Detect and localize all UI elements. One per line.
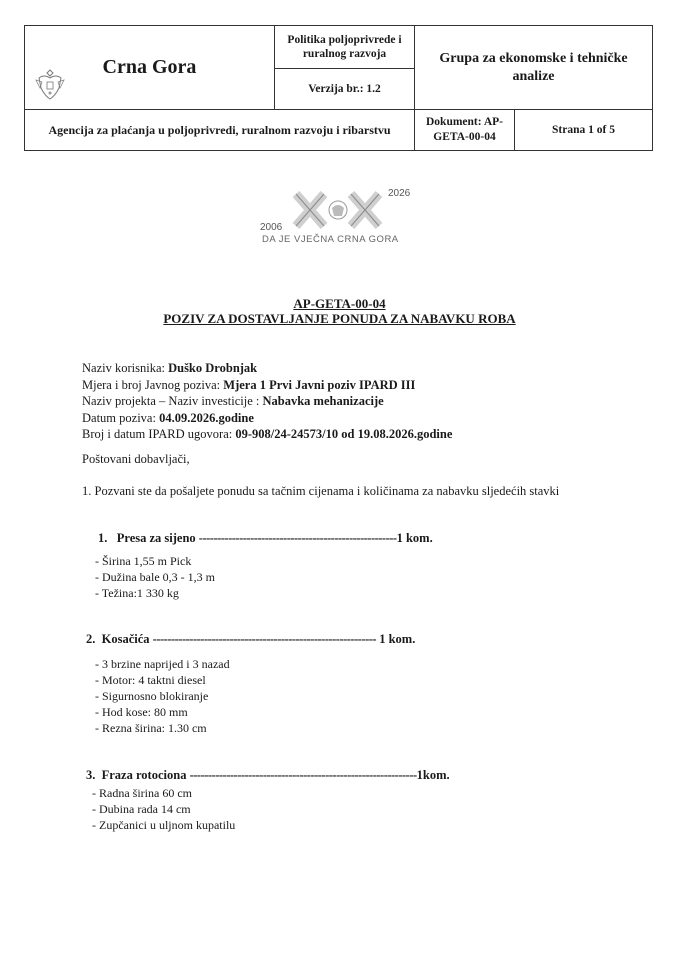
document-code: AP-GETA-00-04 (293, 296, 386, 311)
item-number: 2. (86, 632, 96, 646)
item-name: Fraza rotociona (101, 768, 187, 782)
spec-item: - Širina 1,55 m Pick (95, 553, 215, 569)
item-quantity: 1 kom. (396, 531, 433, 545)
header-group: Grupa za ekonomske i tehničke analize (415, 26, 653, 110)
item-specs-list (95, 656, 230, 736)
spec-item: - Hod kose: 80 mm (95, 704, 230, 720)
header-version: Verzija br.: 1.2 (275, 69, 415, 110)
info-measure-label: Mjera i broj Javnog poziva: (82, 377, 221, 392)
item-quantity: 1 kom. (379, 632, 416, 646)
header-org-cell (25, 26, 275, 110)
item-quantity: 1kom. (416, 768, 450, 782)
item-dashes: ------------------------------------------------------ (198, 531, 397, 545)
spec-item: - Rezna širina: 1.30 cm (95, 720, 230, 736)
info-user-value: Duško Drobnjak (168, 361, 258, 375)
info-contract-label: Broj i datum IPARD ugovora: (82, 427, 233, 441)
header-table (24, 25, 653, 151)
coat-of-arms-icon (35, 66, 65, 102)
item-heading (86, 632, 415, 647)
header-page: Strana 1 of 5 (515, 110, 653, 151)
spec-item: - Radna širina 60 cm (92, 785, 235, 801)
spec-item: - 3 brzine naprijed i 3 nazad (95, 656, 230, 672)
item-heading (98, 531, 433, 546)
intro-paragraph: 1. Pozvani ste da pošaljete ponudu sa tačnim cijenama i količinama za nabavku sljedećih stavki (82, 484, 560, 498)
logo-year-right: 2026 (388, 188, 411, 199)
spec-item: - Dubina rada 14 cm (92, 801, 235, 817)
info-date-label: Datum poziva: (82, 410, 156, 425)
header-policy: Politika poljoprivrede i ruralnog razvoja (275, 26, 415, 69)
header-document: Dokument: AP-GETA-00-04 (415, 110, 515, 151)
header-agency: Agencija za plaćanja u poljoprivredi, ruralnom razvoju i ribarstvu (25, 110, 415, 151)
item-heading (86, 768, 450, 783)
spec-item: - Dužina bale 0,3 - 1,3 m (95, 569, 215, 585)
item-number: 3. (86, 768, 96, 782)
jubilee-logo (256, 186, 426, 246)
spec-item: - Težina:1 330 kg (95, 585, 215, 601)
item-specs-list (95, 553, 215, 601)
spec-item: - Motor: 4 taktni diesel (95, 672, 230, 688)
info-measure-value: Mjera 1 Prvi Javni poziv IPARD III (223, 377, 416, 392)
spec-item: - Zupčanici u uljnom kupatilu (92, 817, 235, 833)
info-user-label: Naziv korisnika: (82, 361, 165, 375)
item-specs-list (92, 785, 235, 833)
info-project-value: Nabavka mehanizacije (262, 394, 384, 408)
item-name: Kosačića (101, 632, 150, 646)
greeting: Poštovani dobavljači, (82, 452, 190, 466)
logo-motto: DA JE VJEČNA CRNA GORA (262, 234, 399, 245)
item-dashes: -------------------------------------------------------------- (189, 768, 417, 782)
info-project-label: Naziv projekta – Naziv investicije : (82, 394, 260, 408)
item-number: 1. (98, 531, 108, 545)
info-date-value: 04.09.2026.godine (159, 410, 254, 425)
logo-year-left: 2006 (260, 222, 283, 233)
header-org-name: Crna Gora (102, 56, 197, 78)
info-block (82, 360, 452, 443)
item-dashes: ------------------------------------------------------------- (152, 632, 377, 646)
document-title: POZIV ZA DOSTAVLJANJE PONUDA ZA NABAVKU ROBA (163, 311, 516, 326)
item-name: Presa za sijeno (116, 531, 196, 545)
info-contract-value: 09-908/24-24573/10 od 19.08.2026.godine (235, 427, 453, 441)
spec-item: - Sigurnosno blokiranje (95, 688, 230, 704)
